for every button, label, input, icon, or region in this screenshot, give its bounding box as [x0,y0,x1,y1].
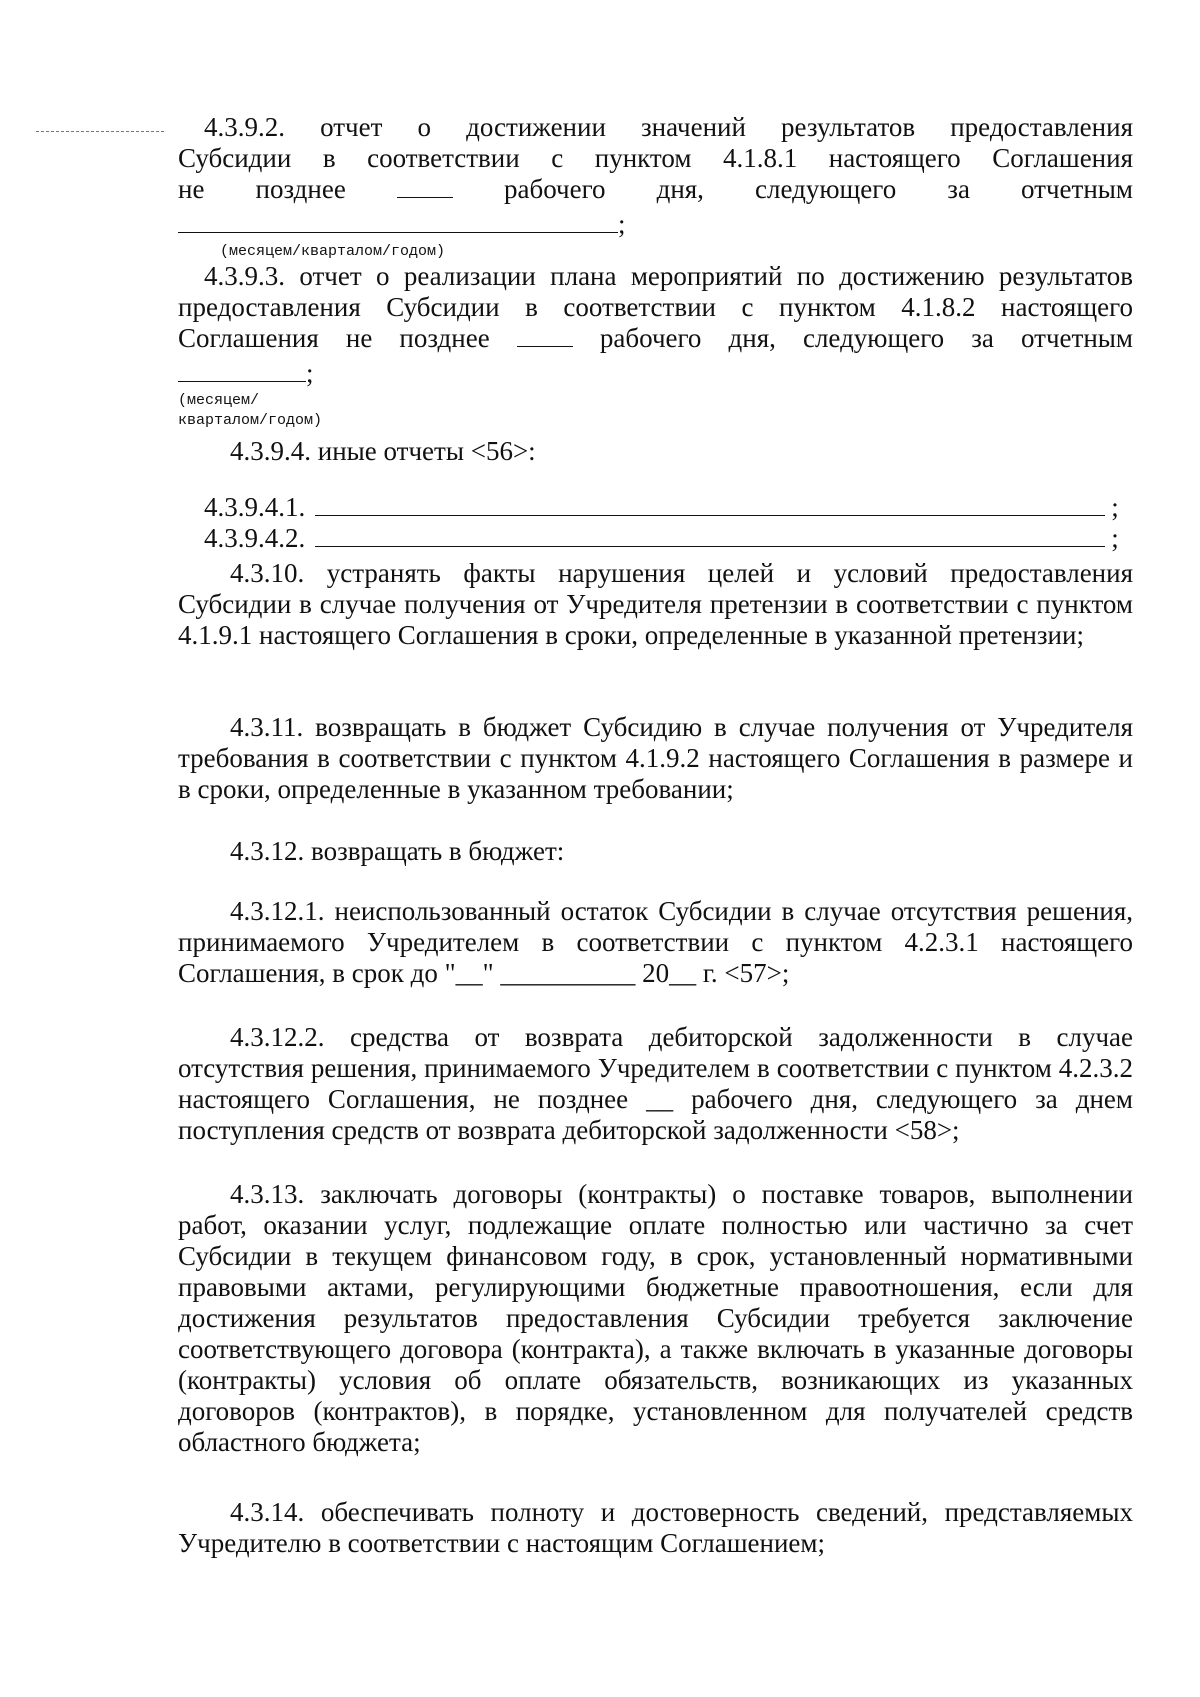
clause-text-line: Субсидии в соответствии с пунктом 4.1.8.1 настоящего Соглашения [178,143,1133,173]
clause-text-line: 4.3.9.2. отчет о достижении значений результатов предоставления [204,112,1133,142]
semicolon: ; [1111,523,1119,553]
blank-field [178,381,306,382]
period-line [178,209,1133,240]
blank-field [315,524,1105,547]
clause-4-3-14: 4.3.14. обеспечивать полноту и достоверность сведений, представляемых Учредителю в соответствии с настоящим Соглашением; [178,1497,1133,1558]
period-hint: (месяцем/кварталом/годом) [220,243,446,260]
blank-field [315,493,1105,516]
clause-4-3-9-4-2 [178,523,1159,554]
clause-text-line: предоставления Субсидии в соответствии с пунктом 4.1.8.2 настоящего [178,292,1133,322]
clause-number: 4.3.9.4.1. [204,492,306,522]
clause-text-line [178,323,1133,354]
clause-text: не позднее [178,174,346,204]
period-line [178,358,1133,389]
clause-4-3-11: 4.3.11. возвращать в бюджет Субсидию в случае получения от Учредителя требования в соответствии с пунктом 4.1.9.2 настоящего Соглашения в размере и в сроки, определенные в указанном требовании; [178,712,1133,804]
semicolon: ; [618,209,626,239]
blank-field [178,232,618,233]
clause-text-line [178,174,1133,205]
clause-4-3-10: 4.3.10. устранять факты нарушения целей и условий предоставления Субсидии в случае получения от Учредителя претензии в соответствии с пунктом 4.1.9.1 настоящего Соглашения в сроки, определенные в указанной претензии; [178,558,1133,650]
clause-4-3-9-4 [178,436,1133,467]
clause-number: 4.3.9.4.2. [204,523,306,553]
blank-field [517,346,573,347]
blank-field [397,197,453,198]
clause-4-3-12-2: 4.3.12.2. средства от возврата дебиторской задолженности в случае отсутствия решения, принимаемого Учредителем в соответствии с пунктом 4.2.3.2 настоящего Соглашения, не позднее __ рабочего дня, следующего за днем поступления средств от возврата дебиторской задолженности <58>; [178,1022,1133,1145]
period-hint: (месяцем/ [178,392,260,409]
clause-4-3-9-4-1 [178,492,1159,523]
clause-4-3-9-2 [178,112,1133,262]
clause-text-line: 4.3.9.3. отчет о реализации плана мероприятий по достижению результатов [204,261,1133,291]
clause-4-3-12: 4.3.12. возвращать в бюджет: [230,836,565,866]
semicolon: ; [1111,492,1119,522]
clause-4-3-12-1: 4.3.12.1. неиспользованный остаток Субсидии в случае отсутствия решения, принимаемого Учредителем в соответствии с пунктом 4.2.3.1 настоящего Соглашения, в срок до "__" __________ 20__ г. <57>; [178,896,1133,988]
scan-artifact-line [36,131,164,133]
clause-text: рабочего дня, следующего за отчетным [599,323,1133,353]
clause-4-3-13: 4.3.13. заключать договоры (контракты) о поставке товаров, выполнении работ, оказании услуг, подлежащие оплате полностью или частично за счет Субсидии в текущем финансовом году, в срок, установленный нормативными правовыми актами, регулирующими бюджетные правоотношения, если для достижения результатов предоставления Субсидии требуется заключение соответствующего договора (контракта), а также включать в указанные договоры (контракты) условия об оплате обязательств, возникающих из указанных договоров (контрактов), в порядке, установленном для получателей средств областного бюджета; [178,1179,1133,1457]
clause-text: рабочего дня, следующего за отчетным [504,174,1134,204]
semicolon: ; [306,358,314,388]
clause-text: Соглашения не позднее [178,323,490,353]
clause-text-line: 4.3.9.4. иные отчеты <56>: [230,436,536,466]
period-hint: кварталом/годом) [178,412,323,429]
clause-4-3-9-3 [178,261,1133,431]
